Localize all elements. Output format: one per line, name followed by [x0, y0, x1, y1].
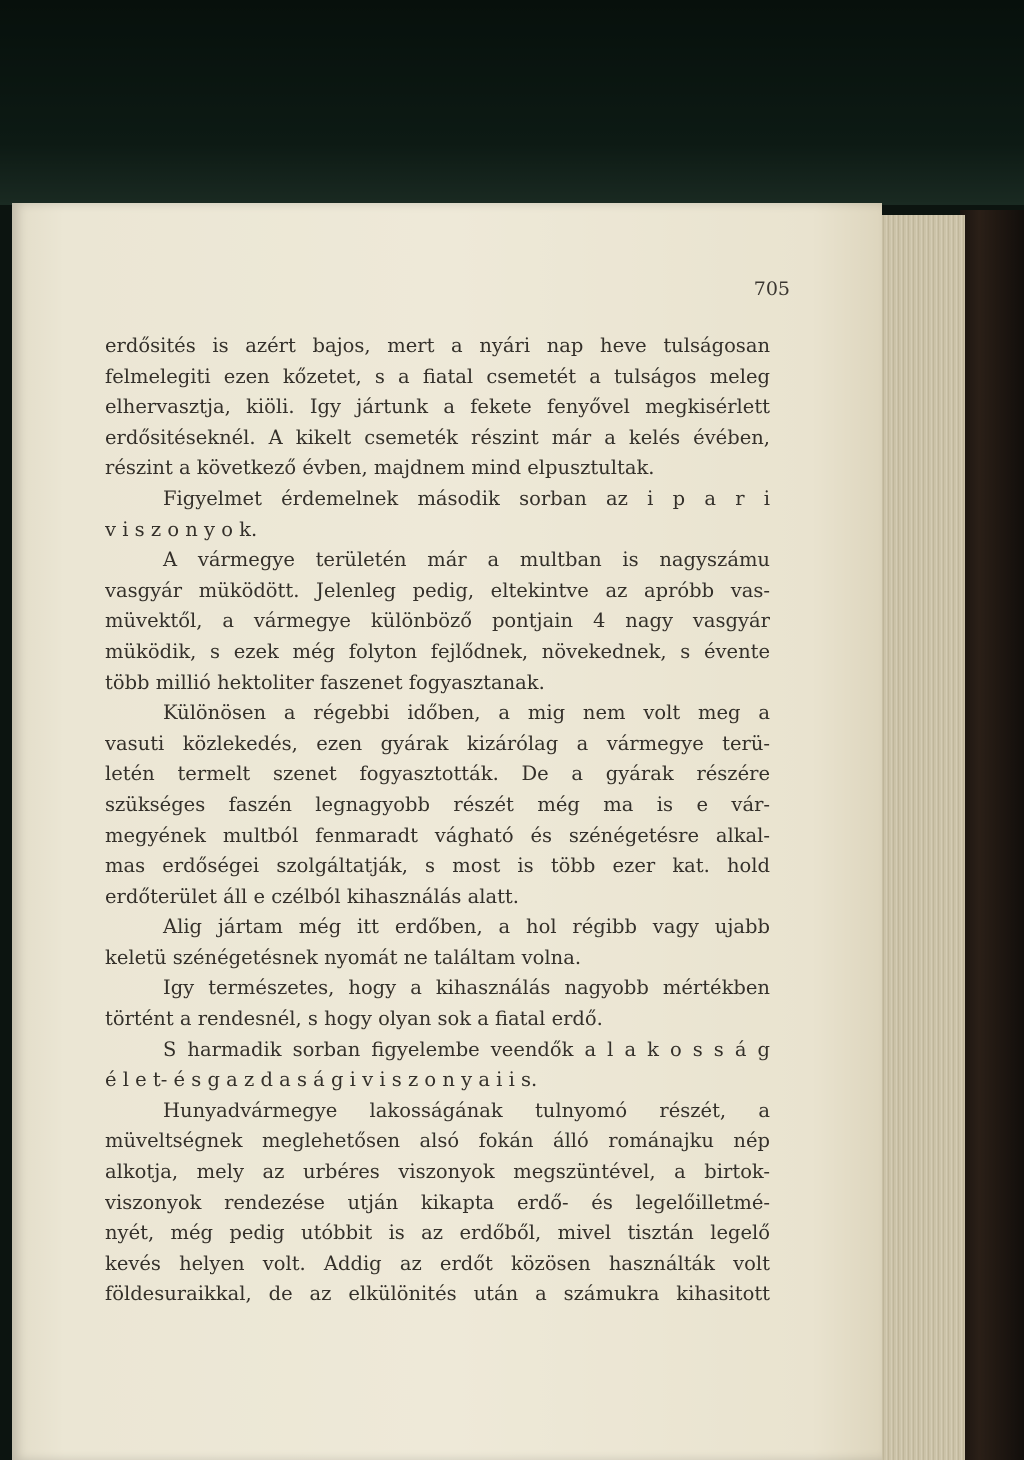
page-number: 705 [753, 278, 790, 300]
text-line: részint a következő évben, majdnem mind elpusztultak. [105, 456, 655, 480]
text-line: keletü szénégetésnek nyomát ne találtam volna. [105, 945, 582, 969]
text-line: A vármegye területén már a multban is nagyszámu [163, 548, 770, 572]
text-line: földesuraikkal, de az elkülönités után a számukra kihasitott [105, 1282, 770, 1306]
book-cover-edge [960, 210, 1024, 1460]
text-line: vasuti közlekedés, ezen gyárak kizárólag a vármegye terü- [105, 731, 770, 755]
text-line: vasgyár müködött. Jelenleg pedig, eltekintve az apróbb vas- [105, 578, 770, 602]
text-line: müködik, s ezek még folyton fejlődnek, növekednek, s évente [105, 639, 770, 663]
text-line: Alig jártam még itt erdőben, a hol régibb vagy ujabb [163, 915, 770, 939]
text-line: Hunyadvármegye lakosságának tulnyomó részét, a [163, 1098, 770, 1122]
text-line: viszonyok rendezése utján kikapta erdő- és legelőilletmé- [105, 1190, 770, 1214]
text-line: S harmadik sorban figyelembe veendők a l a k o s s á g [163, 1037, 770, 1061]
page-stack-edges [870, 215, 965, 1460]
text-line: nyét, még pedig utóbbit is az erdőből, mivel tisztán legelő [105, 1221, 770, 1245]
text-line: történt a rendesnél, s hogy olyan sok a fiatal erdő. [105, 1007, 603, 1031]
text-line: müveltségnek meglehetősen alsó fokán álló románajku nép [105, 1129, 770, 1153]
text-line: erdőterület áll e czélból kihasználás alatt. [105, 884, 519, 908]
text-line: mas erdőségei szolgáltatják, s most is több ezer kat. hold [105, 854, 770, 878]
text-line: é l e t- é s g a z d a s á g i v i s z o n y a i i s. [105, 1068, 538, 1092]
body-text [105, 331, 770, 1310]
text-line: v i s z o n y o k. [105, 517, 258, 541]
text-line: Különösen a régebbi időben, a mig nem volt meg a [163, 701, 770, 725]
text-line: erdősitéseknél. A kikelt csemeték részint már a kelés évében, [105, 425, 770, 449]
background-top [0, 0, 1024, 205]
text-line: Igy természetes, hogy a kihasználás nagyobb mértékben [163, 976, 770, 1000]
text-line: kevés helyen volt. Addig az erdőt közösen használták volt [105, 1251, 770, 1275]
text-line: letén termelt szenet fogyasztották. De a gyárak részére [105, 762, 770, 786]
text-line: több millió hektoliter faszenet fogyasztanak. [105, 670, 545, 694]
text-line: erdősités is azért bajos, mert a nyári nap heve tulságosan [105, 334, 770, 357]
text-line: müvektől, a vármegye különböző pontjain 4 nagy vasgyár [105, 609, 770, 633]
text-line: felmelegiti ezen kőzetet, s a fiatal csemetét a tulságos meleg [105, 364, 770, 388]
text-line: elhervasztja, kiöli. Igy jártunk a fekete fenyővel megkisérlett [105, 395, 770, 419]
text-line: megyének multból fenmaradt vágható és szénégetésre alkal- [105, 823, 770, 847]
text-line: szükséges faszén legnagyobb részét még ma is e vár- [105, 792, 770, 816]
text-line: alkotja, mely az urbéres viszonyok megszüntével, a birtok- [105, 1160, 770, 1184]
text-line: Figyelmet érdemelnek második sorban az i p a r i [163, 486, 770, 510]
